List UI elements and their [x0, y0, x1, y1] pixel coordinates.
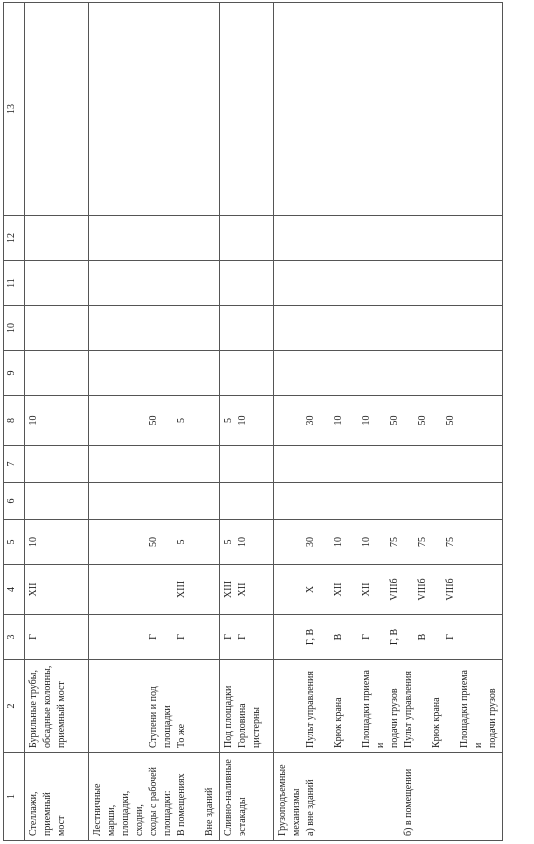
- illumination-norms-table: [3, 2, 503, 841]
- cell-line: Г: [28, 634, 39, 640]
- cell-line: [346, 664, 360, 748]
- cell-line: [318, 569, 332, 610]
- column-header-5: 5: [4, 520, 25, 565]
- cell-line: [374, 619, 388, 655]
- cell-col-8: [89, 396, 220, 446]
- cell-line: 10: [361, 537, 372, 547]
- cell-line: Ступени и под: [148, 686, 159, 748]
- cell-col-12: [274, 216, 503, 261]
- cell-line: [91, 619, 105, 655]
- cell-col-2: [25, 660, 89, 753]
- cell-line: [276, 400, 290, 441]
- cell-line: [402, 400, 416, 441]
- cell-line: Вне зданий: [204, 787, 215, 836]
- cell-line: [290, 569, 304, 610]
- cell-line: [374, 757, 388, 836]
- cell-line: [346, 757, 360, 836]
- cell-col-13: [274, 3, 503, 216]
- cell-line: Г: [176, 634, 187, 640]
- cell-col-2: [89, 660, 220, 753]
- cell-line: [161, 619, 175, 655]
- cell-line: 50: [148, 415, 159, 426]
- cell-line: [290, 619, 304, 655]
- cell-line: XII: [333, 582, 344, 597]
- cell-line: [119, 569, 133, 610]
- cell-line: 75: [389, 537, 400, 547]
- cell-col-1: [274, 753, 503, 841]
- cell-line: [147, 569, 161, 610]
- cell-col-13: [25, 3, 89, 216]
- cell-line: 10: [237, 537, 248, 547]
- cell-line: [105, 400, 119, 441]
- cell-line: [276, 619, 290, 655]
- cell-line: [346, 400, 360, 441]
- cell-line: 10: [333, 537, 344, 547]
- cell-col-11: [25, 261, 89, 306]
- cell-col-5: [89, 520, 220, 565]
- cell-line: Г: [361, 634, 372, 640]
- cell-line: 50: [445, 415, 456, 426]
- cell-line: Площадки приема и: [459, 670, 484, 748]
- cell-line: [318, 664, 332, 748]
- cell-line: [374, 524, 388, 560]
- cell-line: [91, 400, 105, 441]
- cell-line: 10: [237, 415, 248, 426]
- column-header-10: 10: [4, 306, 25, 351]
- cell-col-3: [274, 615, 503, 660]
- cell-line: 5: [176, 418, 187, 423]
- cell-line: [133, 664, 147, 748]
- cell-col-11: [274, 261, 503, 306]
- cell-line: XIII: [176, 580, 187, 599]
- cell-line: [290, 524, 304, 560]
- cell-line: [119, 400, 133, 441]
- column-header-4: 4: [4, 565, 25, 615]
- cell-line: [332, 757, 346, 836]
- cell-line: [161, 524, 175, 560]
- cell-line: 5: [223, 418, 234, 423]
- cell-line: Крюк крана: [333, 697, 344, 748]
- cell-line: [276, 664, 290, 748]
- cell-line: [346, 524, 360, 560]
- cell-line: Г: [148, 634, 159, 640]
- cell-line: Крюк крана: [431, 697, 442, 748]
- cell-col-8: [274, 396, 503, 446]
- cell-line: 30: [305, 415, 316, 426]
- cell-line: приемный мост: [56, 681, 67, 748]
- column-header-9: 9: [4, 351, 25, 396]
- cell-col-3: [25, 615, 89, 660]
- cell-col-9: [220, 351, 274, 396]
- table-row: [220, 3, 274, 841]
- cell-line: [105, 619, 119, 655]
- cell-line: [276, 524, 290, 560]
- cell-line: Горловина цистерны: [237, 703, 262, 748]
- cell-col-9: [25, 351, 89, 396]
- cell-line: XIII: [223, 580, 234, 599]
- cell-col-12: [89, 216, 220, 261]
- cell-col-3: [220, 615, 274, 660]
- cell-line: [402, 619, 416, 655]
- cell-line: площадки, сходни,: [120, 790, 145, 836]
- cell-line: а) вне зданий: [305, 779, 316, 836]
- cell-line: В: [333, 633, 344, 641]
- cell-col-3: [89, 615, 220, 660]
- cell-line: Г: [445, 634, 456, 640]
- cell-col-9: [274, 351, 503, 396]
- cell-col-13: [220, 3, 274, 216]
- cell-line: 5: [176, 539, 187, 545]
- cell-col-13: [89, 3, 220, 216]
- cell-col-10: [274, 306, 503, 351]
- cell-line: сходы с рабочей: [148, 767, 159, 836]
- column-header-6: 6: [4, 483, 25, 520]
- cell-line: Г, В: [389, 628, 400, 646]
- cell-col-1: [220, 753, 274, 841]
- cell-line: [430, 400, 444, 441]
- cell-line: [388, 757, 402, 836]
- cell-line: [402, 569, 416, 610]
- cell-col-10: [89, 306, 220, 351]
- cell-line: То же: [176, 723, 187, 748]
- cell-col-12: [220, 216, 274, 261]
- cell-line: Пульт управления: [403, 671, 414, 748]
- cell-line: Грузоподъемные: [277, 764, 288, 836]
- cell-line: XII: [28, 582, 39, 597]
- cell-line: [119, 619, 133, 655]
- cell-line: [105, 664, 119, 748]
- cell-line: [318, 757, 332, 836]
- cell-line: Сливно-наливные: [223, 759, 234, 836]
- cell-line: Пульт управления: [305, 671, 316, 748]
- cell-col-1: [89, 753, 220, 841]
- cell-col-8: [25, 396, 89, 446]
- cell-col-7: [220, 446, 274, 483]
- cell-line: Площадки приема и: [361, 670, 386, 748]
- cell-line: [346, 619, 360, 655]
- cell-line: подачи грузов: [389, 688, 400, 748]
- cell-line: В: [417, 633, 428, 641]
- cell-line: [161, 569, 175, 610]
- cell-line: XII: [361, 582, 372, 597]
- cell-col-5: [25, 520, 89, 565]
- cell-col-6: [274, 483, 503, 520]
- cell-line: [105, 569, 119, 610]
- table-row: [25, 3, 89, 841]
- cell-line: 10: [333, 415, 344, 426]
- cell-line: [318, 524, 332, 560]
- cell-line: подачи грузов: [487, 688, 498, 748]
- cell-line: [430, 524, 444, 560]
- cell-line: Г, В: [305, 628, 316, 646]
- cell-line: 50: [389, 415, 400, 426]
- cell-line: 30: [305, 537, 316, 547]
- cell-line: [360, 757, 374, 836]
- cell-line: обсадные колонны,: [42, 665, 53, 748]
- cell-line: 10: [28, 415, 39, 426]
- cell-line: XII: [237, 582, 248, 597]
- cell-col-6: [89, 483, 220, 520]
- cell-col-4: [89, 565, 220, 615]
- header-row: [4, 3, 25, 841]
- cell-line: [133, 619, 147, 655]
- cell-line: [374, 400, 388, 441]
- cell-line: площадки: [162, 705, 173, 748]
- cell-line: механизмы: [291, 788, 302, 836]
- cell-col-11: [89, 261, 220, 306]
- cell-line: [430, 619, 444, 655]
- cell-line: [374, 569, 388, 610]
- cell-line: [290, 664, 304, 748]
- cell-line: [105, 524, 119, 560]
- cell-line: площадки:: [162, 790, 173, 836]
- cell-col-2: [220, 660, 274, 753]
- cell-line: [346, 569, 360, 610]
- column-header-8: 8: [4, 396, 25, 446]
- cell-line: Г: [223, 634, 234, 640]
- cell-line: [161, 400, 175, 441]
- cell-line: [119, 524, 133, 560]
- cell-line: 50: [417, 415, 428, 426]
- cell-line: [91, 569, 105, 610]
- cell-col-10: [25, 306, 89, 351]
- cell-line: Г: [237, 634, 248, 640]
- cell-col-2: [274, 660, 503, 753]
- cell-line: В помещениях: [176, 773, 187, 836]
- cell-col-7: [274, 446, 503, 483]
- cell-col-7: [25, 446, 89, 483]
- cell-line: Стеллажи, приемный: [28, 791, 53, 836]
- cell-line: 10: [361, 415, 372, 426]
- cell-line: 50: [148, 537, 159, 547]
- cell-col-6: [25, 483, 89, 520]
- cell-col-4: [25, 565, 89, 615]
- cell-line: мост: [56, 815, 67, 836]
- cell-line: [402, 524, 416, 560]
- cell-line: [189, 757, 203, 836]
- cell-line: VIIIб: [389, 578, 400, 601]
- cell-line: [318, 400, 332, 441]
- cell-line: Бурильные трубы,: [28, 670, 39, 748]
- cell-col-6: [220, 483, 274, 520]
- cell-line: [290, 400, 304, 441]
- cell-col-4: [220, 565, 274, 615]
- cell-col-12: [25, 216, 89, 261]
- cell-line: 75: [445, 537, 456, 547]
- cell-line: [133, 569, 147, 610]
- cell-col-5: [220, 520, 274, 565]
- cell-line: [416, 664, 430, 748]
- cell-col-8: [220, 396, 274, 446]
- cell-col-7: [89, 446, 220, 483]
- table-row: [89, 3, 220, 841]
- cell-line: Под площадки: [223, 685, 234, 748]
- cell-line: [444, 664, 458, 748]
- cell-line: [91, 664, 105, 748]
- cell-line: б) в помещении: [403, 768, 414, 836]
- column-header-13: 13: [4, 3, 25, 216]
- cell-line: [91, 524, 105, 560]
- cell-line: [133, 524, 147, 560]
- cell-line: [133, 400, 147, 441]
- cell-line: [119, 664, 133, 748]
- column-header-11: 11: [4, 261, 25, 306]
- cell-line: [318, 619, 332, 655]
- cell-col-5: [274, 520, 503, 565]
- cell-line: 5: [223, 539, 234, 545]
- column-header-1: 1: [4, 753, 25, 841]
- column-header-3: 3: [4, 615, 25, 660]
- cell-line: 10: [28, 537, 39, 547]
- cell-line: VIIIб: [445, 578, 456, 601]
- cell-line: VIIIб: [417, 578, 428, 601]
- cell-line: 75: [417, 537, 428, 547]
- cell-line: [276, 569, 290, 610]
- cell-col-9: [89, 351, 220, 396]
- cell-line: Лестничные марши,: [92, 783, 117, 836]
- cell-line: X: [305, 585, 316, 594]
- cell-col-4: [274, 565, 503, 615]
- cell-col-1: [25, 753, 89, 841]
- column-header-2: 2: [4, 660, 25, 753]
- cell-line: эстакады: [237, 797, 248, 836]
- column-header-7: 7: [4, 446, 25, 483]
- cell-col-11: [220, 261, 274, 306]
- cell-col-10: [220, 306, 274, 351]
- column-header-12: 12: [4, 216, 25, 261]
- table-row: [274, 3, 503, 841]
- cell-line: [430, 569, 444, 610]
